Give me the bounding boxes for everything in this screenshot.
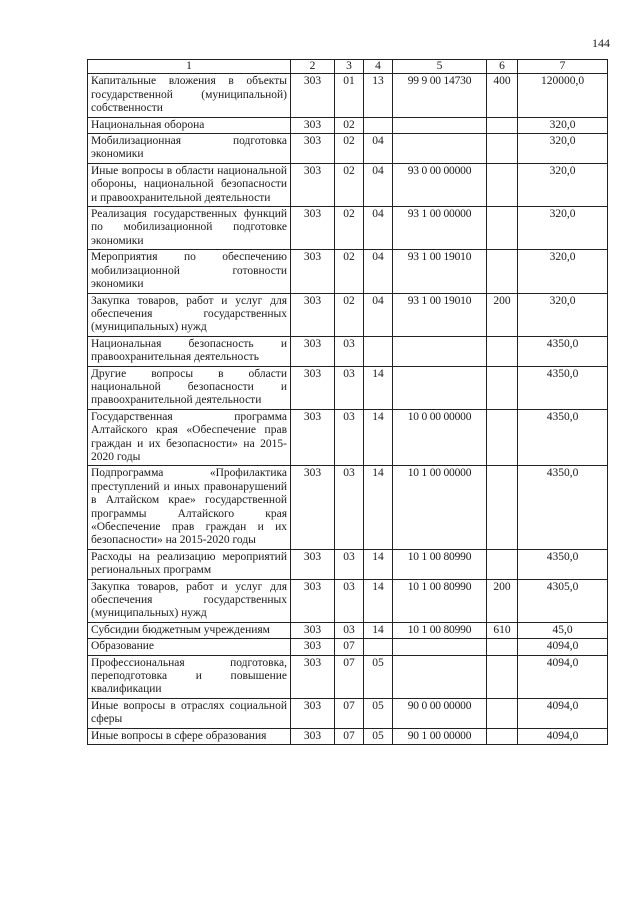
row-section: 03 (335, 622, 364, 638)
row-subsection: 13 (364, 74, 393, 117)
row-name: Закупка товаров, работ и услуг для обеспечения государственных (муниципальных) нужд (88, 579, 291, 622)
header-col-1: 1 (88, 60, 291, 74)
row-target-article: 10 1 00 80990 (393, 549, 487, 579)
row-name: Образование (88, 639, 291, 655)
row-section: 02 (335, 117, 364, 133)
row-subsection: 05 (364, 728, 393, 744)
row-admin-code: 303 (291, 466, 335, 549)
table-row (88, 163, 608, 206)
table-row (88, 655, 608, 698)
row-name: Расходы на реализацию мероприятий региональных программ (88, 549, 291, 579)
row-amount: 4094,0 (518, 698, 608, 728)
row-section: 03 (335, 336, 364, 366)
row-name: Мобилизационная подготовка экономики (88, 134, 291, 164)
row-expense-type (487, 698, 518, 728)
row-expense-type (487, 728, 518, 744)
row-name: Государственная программа Алтайского края «Обеспечение прав граждан и их безопасности» на 2015-2020 годы (88, 409, 291, 466)
row-section: 03 (335, 579, 364, 622)
row-subsection: 14 (364, 549, 393, 579)
row-subsection (364, 639, 393, 655)
row-target-article: 93 1 00 19010 (393, 250, 487, 293)
row-section: 02 (335, 134, 364, 164)
row-name: Субсидии бюджетным учреждениям (88, 622, 291, 638)
table-row (88, 74, 608, 117)
row-amount: 4094,0 (518, 639, 608, 655)
row-section: 02 (335, 163, 364, 206)
row-admin-code: 303 (291, 207, 335, 250)
table-row (88, 117, 608, 133)
row-subsection: 14 (364, 622, 393, 638)
row-target-article: 10 0 00 00000 (393, 409, 487, 466)
budget-table (87, 59, 608, 745)
row-admin-code: 303 (291, 134, 335, 164)
row-expense-type (487, 366, 518, 409)
table-row (88, 250, 608, 293)
row-amount: 4350,0 (518, 366, 608, 409)
table-row (88, 622, 608, 638)
row-admin-code: 303 (291, 622, 335, 638)
row-admin-code: 303 (291, 409, 335, 466)
header-col-7: 7 (518, 60, 608, 74)
row-admin-code: 303 (291, 655, 335, 698)
row-expense-type (487, 466, 518, 549)
table-row (88, 549, 608, 579)
row-amount: 4350,0 (518, 466, 608, 549)
header-col-6: 6 (487, 60, 518, 74)
row-amount: 4350,0 (518, 409, 608, 466)
row-expense-type (487, 549, 518, 579)
table-row (88, 728, 608, 744)
row-expense-type (487, 336, 518, 366)
table-row (88, 336, 608, 366)
row-amount: 4094,0 (518, 655, 608, 698)
row-subsection: 14 (364, 366, 393, 409)
row-section: 02 (335, 293, 364, 336)
row-target-article (393, 336, 487, 366)
row-target-article: 93 1 00 19010 (393, 293, 487, 336)
row-name: Закупка товаров, работ и услуг для обеспечения государственных (муниципальных) нужд (88, 293, 291, 336)
header-col-5: 5 (393, 60, 487, 74)
table-row (88, 293, 608, 336)
row-expense-type: 200 (487, 579, 518, 622)
row-section: 02 (335, 207, 364, 250)
table-row (88, 207, 608, 250)
row-amount: 45,0 (518, 622, 608, 638)
row-target-article (393, 134, 487, 164)
row-expense-type: 200 (487, 293, 518, 336)
row-target-article: 93 0 00 00000 (393, 163, 487, 206)
header-col-2: 2 (291, 60, 335, 74)
row-subsection (364, 117, 393, 133)
table-row (88, 698, 608, 728)
row-expense-type: 400 (487, 74, 518, 117)
row-admin-code: 303 (291, 250, 335, 293)
row-expense-type (487, 250, 518, 293)
row-target-article: 10 1 00 80990 (393, 622, 487, 638)
row-name: Профессиональная подготовка, переподготовка и повышение квалификации (88, 655, 291, 698)
row-expense-type (487, 117, 518, 133)
row-admin-code: 303 (291, 549, 335, 579)
row-subsection (364, 336, 393, 366)
row-section: 03 (335, 366, 364, 409)
table-row (88, 409, 608, 466)
row-amount: 4305,0 (518, 579, 608, 622)
row-expense-type (487, 134, 518, 164)
row-amount: 4094,0 (518, 728, 608, 744)
row-target-article: 99 9 00 14730 (393, 74, 487, 117)
row-name: Иные вопросы в области национальной обороны, национальной безопасности и правоохранительной деятельности (88, 163, 291, 206)
row-admin-code: 303 (291, 698, 335, 728)
row-amount: 4350,0 (518, 336, 608, 366)
row-subsection: 04 (364, 207, 393, 250)
table-row (88, 579, 608, 622)
row-section: 02 (335, 250, 364, 293)
row-section: 03 (335, 466, 364, 549)
row-target-article (393, 639, 487, 655)
row-name: Национальная безопасность и правоохранительная деятельность (88, 336, 291, 366)
row-admin-code: 303 (291, 117, 335, 133)
row-name: Реализация государственных функций по мобилизационной подготовке экономики (88, 207, 291, 250)
row-amount: 320,0 (518, 293, 608, 336)
row-target-article (393, 117, 487, 133)
table-row (88, 466, 608, 549)
row-section: 01 (335, 74, 364, 117)
header-col-3: 3 (335, 60, 364, 74)
row-subsection: 04 (364, 250, 393, 293)
row-subsection: 14 (364, 409, 393, 466)
row-expense-type (487, 639, 518, 655)
table-row (88, 639, 608, 655)
row-name: Иные вопросы в сфере образования (88, 728, 291, 744)
row-section: 03 (335, 409, 364, 466)
row-target-article: 90 1 00 00000 (393, 728, 487, 744)
row-subsection: 04 (364, 134, 393, 164)
row-name: Национальная оборона (88, 117, 291, 133)
header-row (88, 60, 608, 74)
row-expense-type (487, 163, 518, 206)
row-section: 07 (335, 639, 364, 655)
row-target-article (393, 366, 487, 409)
row-subsection: 14 (364, 579, 393, 622)
row-admin-code: 303 (291, 639, 335, 655)
row-expense-type (487, 409, 518, 466)
row-subsection: 04 (364, 163, 393, 206)
row-subsection: 05 (364, 698, 393, 728)
row-section: 03 (335, 549, 364, 579)
row-target-article (393, 655, 487, 698)
row-name: Подпрограмма «Профилактика преступлений и иных правонарушений в Алтайском крае» государственной программы Алтайского края «Обеспечение прав граждан и их безопасности» на 2015-2020 годы (88, 466, 291, 549)
row-expense-type (487, 655, 518, 698)
row-target-article: 90 0 00 00000 (393, 698, 487, 728)
row-admin-code: 303 (291, 293, 335, 336)
row-section: 07 (335, 698, 364, 728)
table-row (88, 366, 608, 409)
row-amount: 320,0 (518, 250, 608, 293)
row-section: 07 (335, 655, 364, 698)
row-target-article: 93 1 00 00000 (393, 207, 487, 250)
row-admin-code: 303 (291, 74, 335, 117)
row-subsection: 14 (364, 466, 393, 549)
row-target-article: 10 1 00 00000 (393, 466, 487, 549)
row-expense-type (487, 207, 518, 250)
row-amount: 320,0 (518, 163, 608, 206)
row-amount: 320,0 (518, 117, 608, 133)
row-admin-code: 303 (291, 579, 335, 622)
row-amount: 320,0 (518, 134, 608, 164)
row-admin-code: 303 (291, 728, 335, 744)
table-row (88, 134, 608, 164)
row-admin-code: 303 (291, 366, 335, 409)
page-number: 144 (592, 36, 610, 50)
row-name: Мероприятия по обеспечению мобилизационной готовности экономики (88, 250, 291, 293)
header-col-4: 4 (364, 60, 393, 74)
row-amount: 320,0 (518, 207, 608, 250)
row-name: Иные вопросы в отраслях социальной сферы (88, 698, 291, 728)
row-subsection: 04 (364, 293, 393, 336)
row-admin-code: 303 (291, 336, 335, 366)
row-admin-code: 303 (291, 163, 335, 206)
row-expense-type: 610 (487, 622, 518, 638)
row-amount: 4350,0 (518, 549, 608, 579)
row-amount: 120000,0 (518, 74, 608, 117)
row-section: 07 (335, 728, 364, 744)
row-subsection: 05 (364, 655, 393, 698)
row-name: Капитальные вложения в объекты государственной (муниципальной) собственности (88, 74, 291, 117)
row-target-article: 10 1 00 80990 (393, 579, 487, 622)
row-name: Другие вопросы в области национальной безопасности и правоохранительной деятельности (88, 366, 291, 409)
